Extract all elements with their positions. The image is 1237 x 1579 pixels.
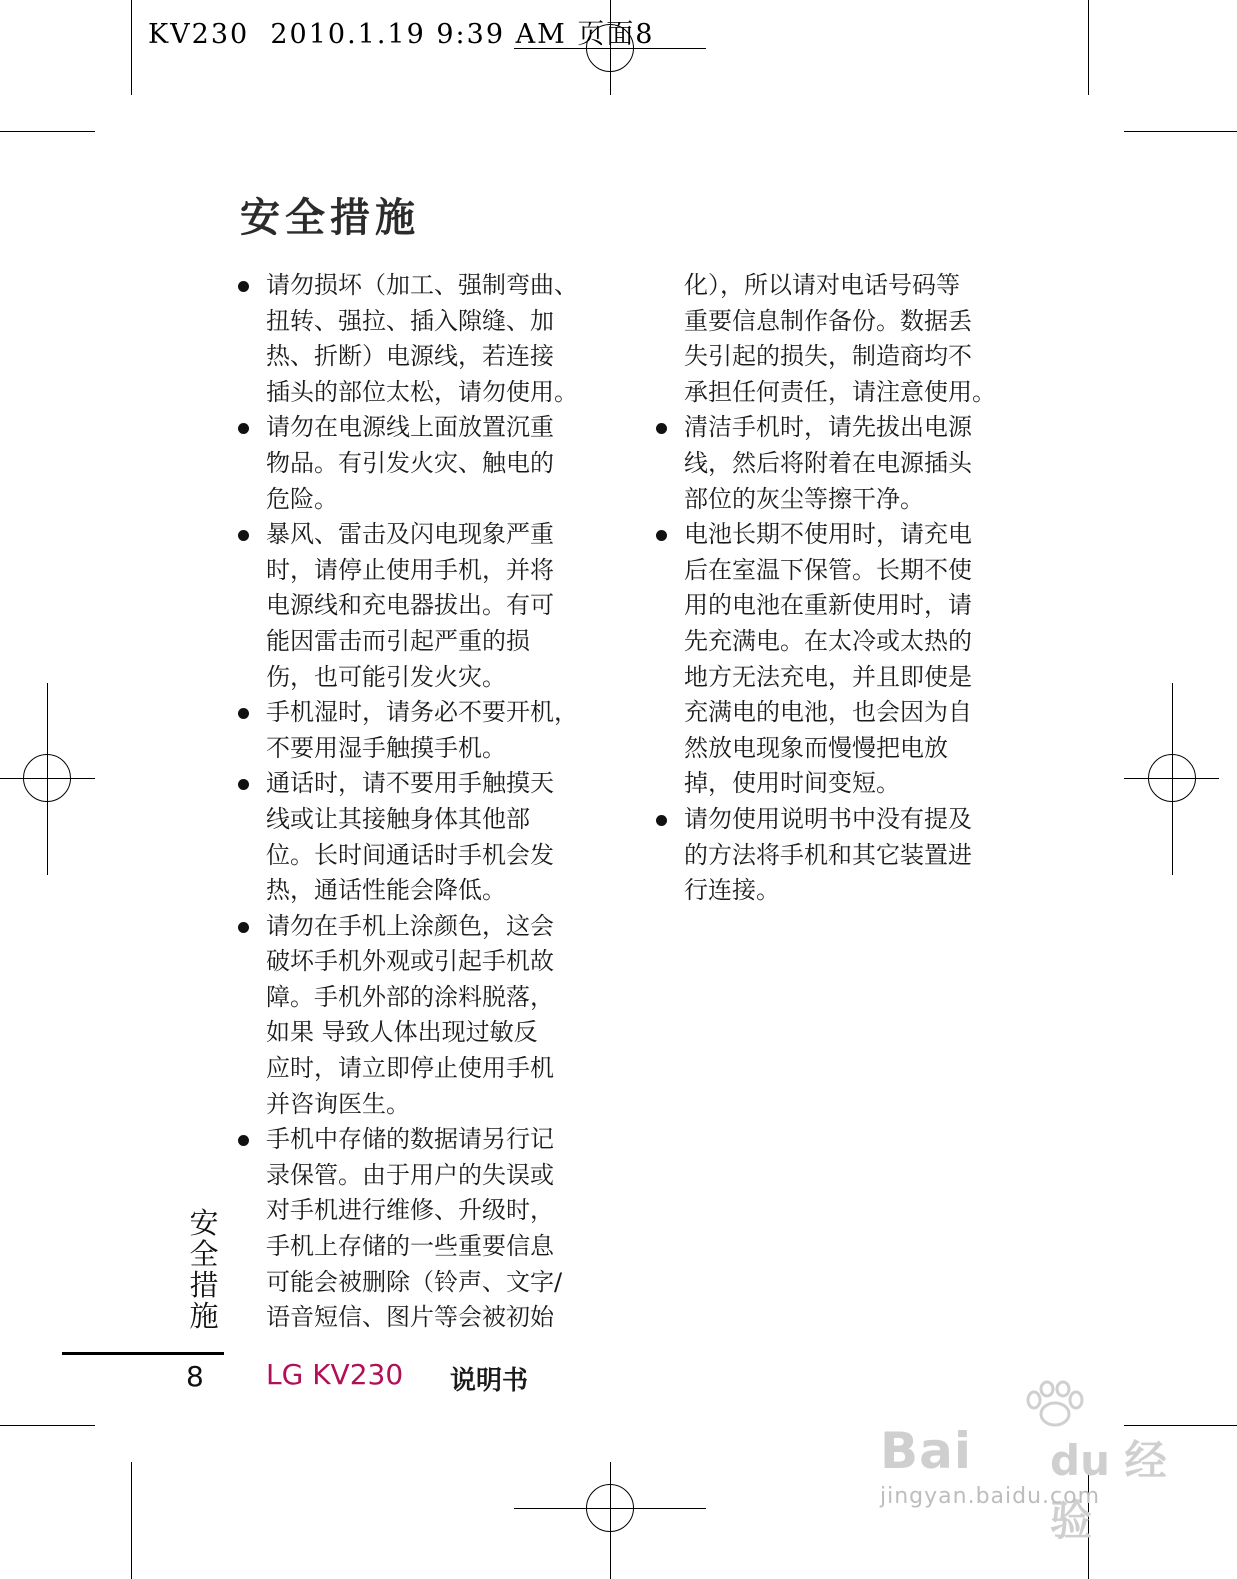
safety-item-line: 请勿在手机上涂颜色，这会 xyxy=(266,911,554,940)
bullet-icon xyxy=(238,779,249,790)
safety-item-line: 用的电池在重新使用时，请 xyxy=(684,591,972,620)
right-column xyxy=(654,268,1054,909)
watermark-brand-suffix: du 经验 xyxy=(1050,1436,1167,1545)
safety-item-line: 录保管。由于用户的失误或 xyxy=(266,1160,554,1189)
safety-item-line: 能因雷击而引起严重的损 xyxy=(266,626,530,655)
safety-item-line: 清洁手机时，请先拔出电源 xyxy=(684,413,972,442)
safety-item xyxy=(654,517,1054,802)
safety-item-line: 部位的灰尘等擦干净。 xyxy=(684,484,924,513)
safety-item-line: 热，通话性能会降低。 xyxy=(266,876,506,905)
safety-item-line: 障。手机外部的涂料脱落， xyxy=(266,982,554,1011)
safety-item-line: 电池长期不使用时，请充电 xyxy=(684,520,972,549)
safety-item-line: 线，然后将附着在电源插头 xyxy=(684,448,972,477)
safety-item-line: 热、折断）电源线，若连接 xyxy=(266,342,554,371)
safety-item-line: 伤，也可能引发火灾。 xyxy=(266,662,506,691)
bullet-icon xyxy=(238,530,249,541)
footer-rule xyxy=(62,1352,224,1355)
side-tab-char: 施 xyxy=(189,1299,219,1333)
side-tab-char: 安 xyxy=(189,1206,219,1240)
bullet-icon xyxy=(238,1135,249,1146)
safety-item xyxy=(236,268,626,410)
footer-brand: LG KV230 xyxy=(266,1358,404,1391)
safety-item xyxy=(236,1122,626,1336)
safety-item-line: 扭转、强拉、插入隙缝、加 xyxy=(266,306,554,335)
footer-manual-label: 说明书 xyxy=(450,1366,529,1396)
safety-item-line: 充满电的电池，也会因为自 xyxy=(684,698,972,727)
page-title: 安全措施 xyxy=(240,195,420,241)
safety-item-line: 危险。 xyxy=(266,484,338,513)
crop-mark xyxy=(131,1462,132,1579)
safety-item-line: 破坏手机外观或引起手机故 xyxy=(266,947,554,976)
watermark-brand: Bai xyxy=(880,1422,972,1480)
safety-item-line: 承担任何责任，请注意使用。 xyxy=(684,377,996,406)
safety-item-line: 后在室温下保管。长期不使 xyxy=(684,555,972,584)
safety-item-line: 语音短信、图片等会被初始 xyxy=(266,1303,554,1332)
safety-item-line: 暴风、雷击及闪电现象严重 xyxy=(266,520,554,549)
bullet-icon xyxy=(238,423,249,434)
page-number: 8 xyxy=(186,1360,204,1393)
crop-mark xyxy=(1088,0,1089,95)
left-column xyxy=(236,268,626,1336)
safety-item-line: 并咨询医生。 xyxy=(266,1089,410,1118)
safety-list-right xyxy=(654,268,1054,909)
safety-item-line: 可能会被删除（铃声、文字/ xyxy=(266,1267,563,1296)
safety-item-line: 化），所以请对电话号码等 xyxy=(684,271,960,299)
bullet-icon xyxy=(656,530,667,541)
safety-item-line: 请勿在电源线上面放置沉重 xyxy=(266,413,554,442)
safety-item xyxy=(654,802,1054,909)
safety-item-line: 的方法将手机和其它装置进 xyxy=(684,840,972,869)
watermark xyxy=(870,1380,1170,1545)
print-slug: KV230 2010.1.19 9:39 AM 页面8 xyxy=(148,19,655,50)
safety-item xyxy=(236,695,626,766)
crop-mark xyxy=(131,0,132,95)
safety-item-line: 失引起的损失，制造商均不 xyxy=(684,342,972,371)
safety-item-line: 电源线和充电器拔出。有可 xyxy=(266,591,554,620)
safety-item-line: 掉，使用时间变短。 xyxy=(684,769,900,798)
safety-list-left xyxy=(236,268,626,1336)
bullet-icon xyxy=(656,815,667,826)
section-side-tab xyxy=(184,1208,224,1332)
watermark-url: jingyan.baidu.com xyxy=(880,1484,1101,1509)
safety-item-line: 请勿使用说明书中没有提及 xyxy=(684,804,972,833)
safety-item-line: 通话时，请不要用手触摸天 xyxy=(266,769,554,798)
safety-item-line: 物品。有引发火灾、触电的 xyxy=(266,448,554,477)
safety-item-line: 不要用湿手触摸手机。 xyxy=(266,733,506,762)
safety-item-line: 线或让其接触身体其他部 xyxy=(266,804,530,833)
bullet-icon xyxy=(238,922,249,933)
safety-item-line: 手机上存储的一些重要信息 xyxy=(266,1232,554,1261)
crop-mark xyxy=(1124,131,1237,132)
safety-item-line: 地方无法充电，并且即使是 xyxy=(684,662,972,691)
crop-mark xyxy=(0,1425,95,1426)
safety-item xyxy=(236,766,626,908)
safety-item-line: 如果 导致人体出现过敏反 xyxy=(266,1018,538,1047)
side-tab-char: 全 xyxy=(189,1237,219,1271)
crop-mark xyxy=(0,131,95,132)
safety-item xyxy=(236,410,626,517)
safety-item-line: 位。长时间通话时手机会发 xyxy=(266,840,554,869)
safety-item xyxy=(654,268,1054,410)
safety-item-line: 然放电现象而慢慢把电放 xyxy=(684,733,948,762)
safety-item-line: 行连接。 xyxy=(684,876,780,905)
safety-item-line: 对手机进行维修、升级时， xyxy=(266,1196,554,1225)
paw-icon xyxy=(1020,1380,1090,1430)
safety-item-line: 先充满电。在太冷或太热的 xyxy=(684,626,972,655)
safety-item-line: 时，请停止使用手机，并将 xyxy=(266,555,554,584)
safety-item-line: 手机湿时，请务必不要开机， xyxy=(266,698,578,727)
safety-item xyxy=(236,909,626,1123)
bullet-icon xyxy=(238,708,249,719)
safety-item-line: 插头的部位太松，请勿使用。 xyxy=(266,377,578,406)
bullet-icon xyxy=(238,281,249,292)
safety-item-line: 应时，请立即停止使用手机 xyxy=(266,1054,554,1083)
bullet-icon xyxy=(656,423,667,434)
safety-item xyxy=(236,517,626,695)
side-tab-char: 措 xyxy=(189,1268,219,1302)
safety-item-line: 手机中存储的数据请另行记 xyxy=(266,1125,554,1154)
safety-item xyxy=(654,410,1054,517)
safety-item-line: 请勿损坏（加工、强制弯曲、 xyxy=(266,271,578,299)
safety-item-line: 重要信息制作备份。数据丢 xyxy=(684,306,972,335)
